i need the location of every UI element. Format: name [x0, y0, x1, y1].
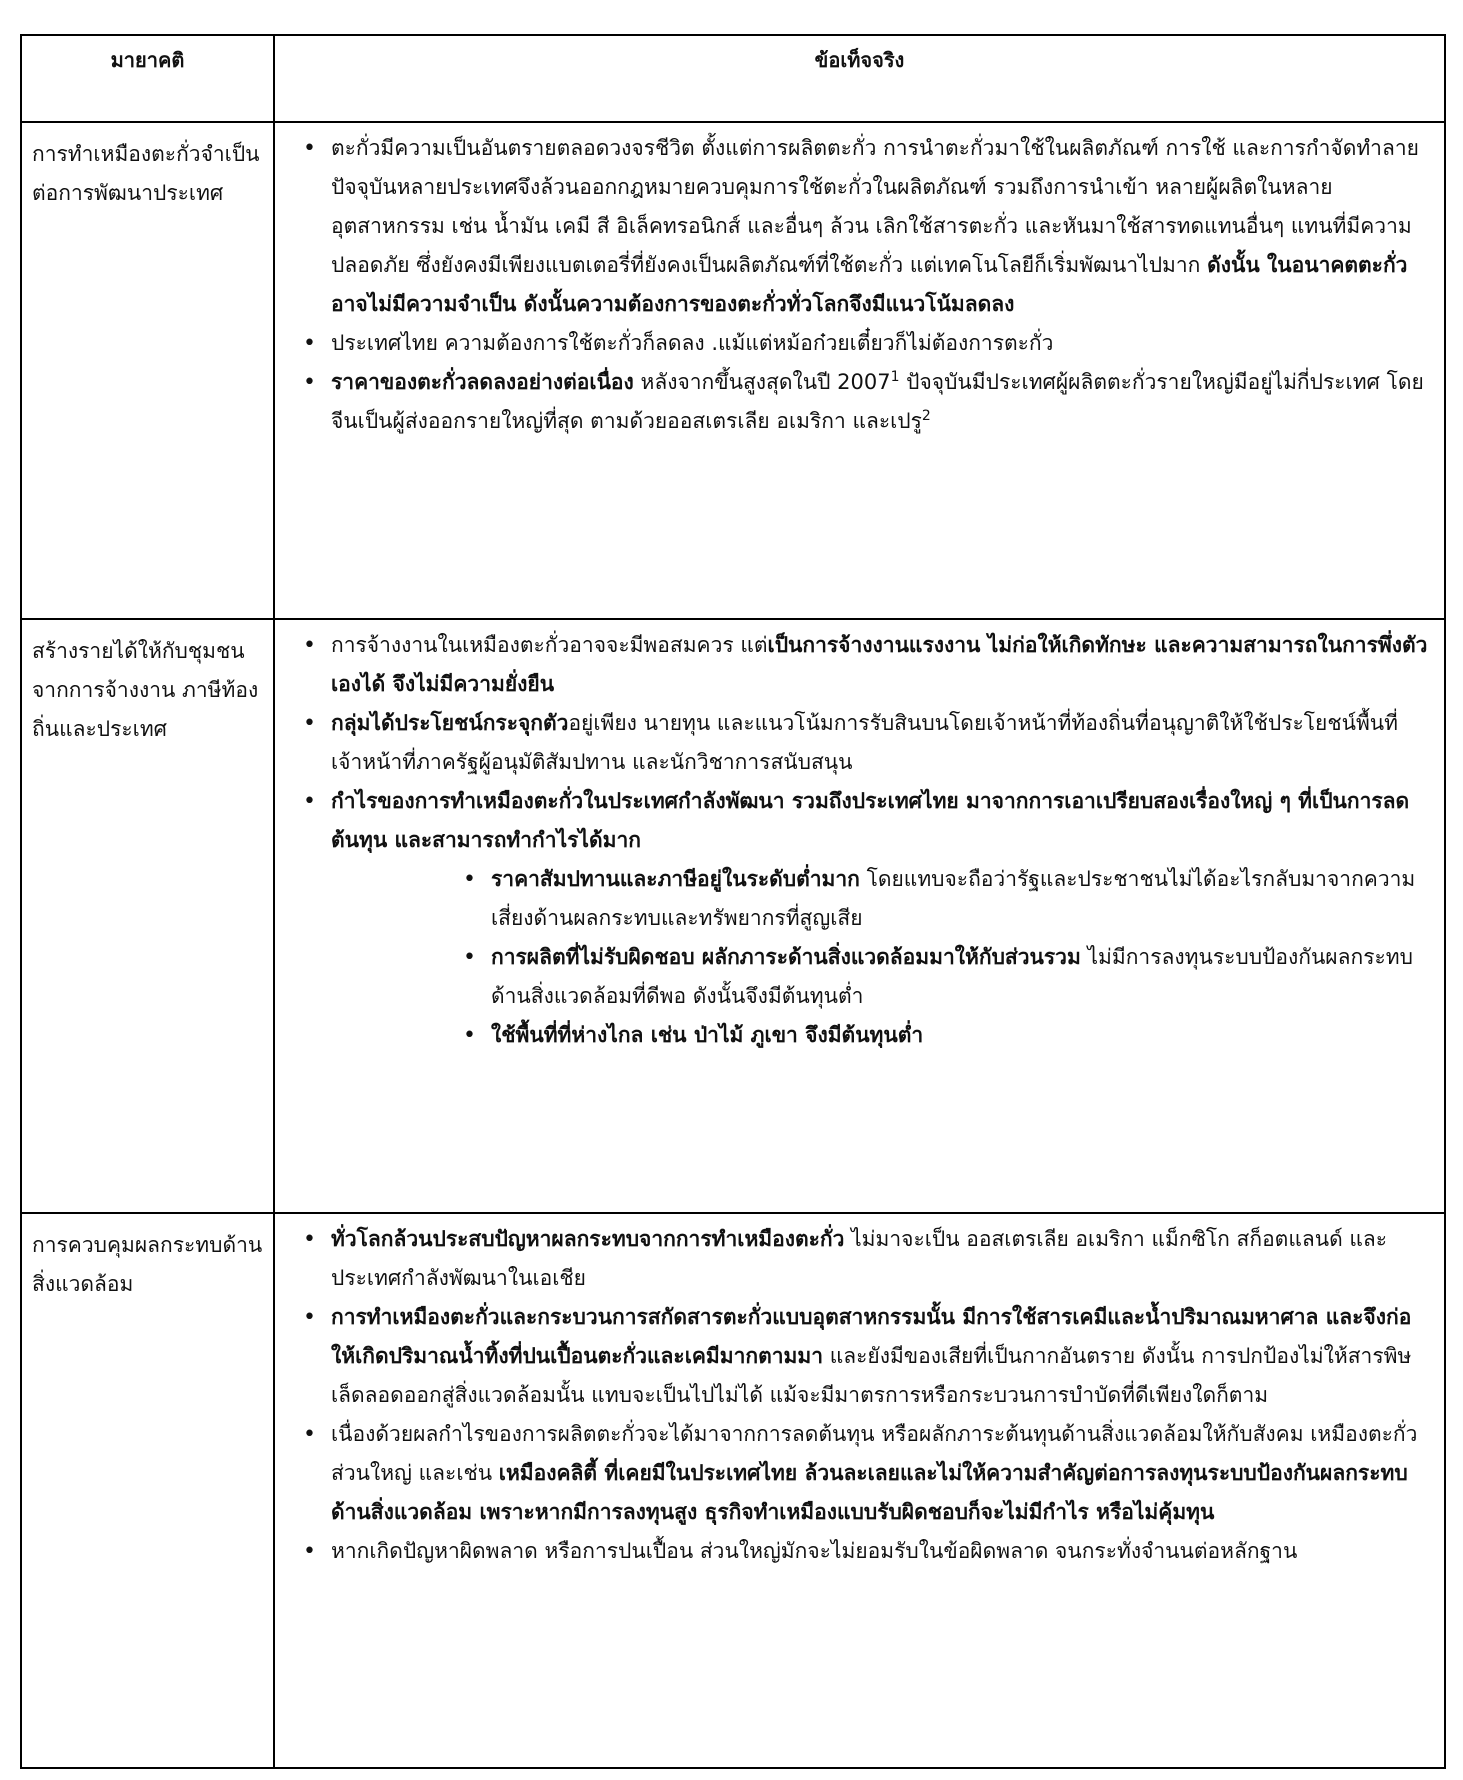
sub-bullet-list: [451, 860, 1430, 1055]
fact-text: กำไรของการทำเหมืองตะกั่วในประเทศกำลังพัฒนา รวมถึงประเทศไทย มาจากการเอาเปรียบสองเรื่องใหญ่ ๆ ที่เป็นการลดต้นทุน และสามารถทำกำไรได้มาก: [331, 789, 1410, 852]
fact-text: หากเกิดปัญหาผิดพลาด หรือการปนเปื้อน ส่วนใหญ่มักจะไม่ยอมรับในข้อผิดพลาด จนกระทั่งจำนนต่อหลักฐาน: [331, 1539, 1298, 1563]
table-row: [21, 122, 1445, 619]
list-item: [491, 1016, 1430, 1055]
fact-text: ราคาสัมปทานและภาษีอยู่ในระดับต่ำมาก: [491, 867, 860, 891]
list-item: [331, 626, 1430, 704]
fact-text: เหมืองคลิตี้ ที่เคยมีในประเทศไทย ล้วนละเลยและไม่ให้ความสำคัญต่อการลงทุนระบบป้องกันผลกระทบด้านสิ่งแวดล้อม เพราะหากมีการลงทุนสูง ธุรกิจทำเหมืองแบบรับผิดชอบก็จะไม่มีกำไร หรือไม่คุ้มทุน: [331, 1461, 1408, 1524]
fact-text: ใช้พื้นที่ที่ห่างไกล เช่น ป่าไม้ ภูเขา จึงมีต้นทุนต่ำ: [491, 1023, 924, 1047]
footnote-ref: 2: [921, 408, 931, 424]
list-item: [331, 363, 1430, 441]
header-myth: มายาคติ: [21, 35, 274, 122]
fact-text: ปัจจุบันมีประเทศผู้ผลิตตะกั่วรายใหญ่มีอยู่ไม่กี่ประเทศ โดยจีนเป็นผู้ส่งออกรายใหญ่ที่สุด ตามด้วยออสเตรเลีย อเมริกา และเปรู: [331, 370, 1424, 433]
list-item: [491, 860, 1430, 938]
header-fact: ข้อเท็จจริง: [274, 35, 1445, 122]
myth-cell: สร้างรายได้ให้กับชุมชนจากการจ้างงาน ภาษีท้องถิ่นและประเทศ: [21, 619, 274, 1213]
fact-text: กลุ่มได้ประโยชน์กระจุกตัว: [331, 711, 569, 735]
footnote-ref: 1: [890, 369, 900, 385]
bullet-list: [301, 626, 1430, 860]
fact-text: เป็นการจ้างงานแรงงาน ไม่ก่อให้เกิดทักษะ และความสามารถในการพึ่งตัวเองได้ จึงไม่มีความยั่งยืน: [331, 633, 1428, 696]
table-row: [21, 619, 1445, 1213]
list-item: [331, 1220, 1430, 1298]
facts-cell: [274, 619, 1445, 1213]
fact-text: ไม่มีการลงทุนระบบป้องกันผลกระทบด้านสิ่งแวดล้อมที่ดีพอ ดังนั้นจึงมีต้นทุนต่ำ: [491, 945, 1413, 1008]
fact-text: การจ้างงานในเหมืองตะกั่วอาจจะมีพอสมควร แต่: [331, 633, 768, 657]
fact-text: ดังนั้น ในอนาคตตะกั่วอาจไม่มีความจำเป็น ดังนั้นความต้องการของตะกั่วทั่วโลกจึงมีแนวโน้มลดลง: [331, 253, 1408, 316]
fact-text: ราคาของตะกั่วลดลงอย่างต่อเนื่อง: [331, 370, 634, 394]
facts-cell: [274, 1213, 1445, 1768]
list-item: [331, 1298, 1430, 1415]
list-item: [331, 782, 1430, 860]
bullet-list: [301, 1220, 1430, 1571]
list-item: [491, 938, 1430, 1016]
facts-cell: [274, 122, 1445, 619]
fact-text: การผลิตที่ไม่รับผิดชอบ ผลักภาระด้านสิ่งแวดล้อมมาให้กับส่วนรวม: [491, 945, 1081, 969]
fact-text: โดยแทบจะถือว่ารัฐและประชาชนไม่ได้อะไรกลับมาจากความเสี่ยงด้านผลกระทบและทรัพยากรที่สูญเสีย: [491, 867, 1416, 930]
table-row: [21, 1213, 1445, 1768]
fact-text: และยังมีของเสียที่เป็นกากอันตราย ดังนั้น การปกป้องไม่ให้สารพิษเล็ดลอดออกสู่สิ่งแวดล้อมนั้น แทบจะเป็นไปไม่ได้ แม้จะมีมาตรการหรือกระบวนการบำบัดที่ดีเพียงใดก็ตาม: [331, 1344, 1412, 1407]
list-item: [331, 704, 1430, 782]
fact-text: เนื่องด้วยผลกำไรของการผลิตตะกั่วจะได้มาจากการลดต้นทุน หรือผลักภาระต้นทุนด้านสิ่งแวดล้อมให้กับสังคม เหมืองตะกั่วส่วนใหญ่ และเช่น: [331, 1422, 1418, 1485]
myth-cell: การทำเหมืองตะกั่วจำเป็นต่อการพัฒนาประเทศ: [21, 122, 274, 619]
myth-cell: การควบคุมผลกระทบด้านสิ่งแวดล้อม: [21, 1213, 274, 1768]
fact-text: อยู่เพียง นายทุน และแนวโน้มการรับสินบนโดยเจ้าหน้าที่ท้องถิ่นที่อนุญาติให้ใช้ประโยชน์พื้นที่ เจ้าหน้าที่ภาครัฐผู้อนุมัติสัมปทาน และนักวิชาการสนับสนุน: [331, 711, 1398, 774]
fact-text: การทำเหมืองตะกั่วและกระบวนการสกัดสารตะกั่วแบบอุตสาหกรรมนั้น มีการใช้สารเคมีและน้ำปริมาณมหาศาล และจึงก่อให้เกิดปริมาณน้ำทิ้งที่ปนเปื้อนตะกั่วและเคมีมากตามมา: [331, 1305, 1412, 1368]
list-item: [331, 1415, 1430, 1532]
fact-text: ประเทศไทย ความต้องการใช้ตะกั่วก็ลดลง .แม้แต่หม้อก๋วยเตี๋ยวก็ไม่ต้องการตะกั่ว: [331, 331, 1054, 355]
list-item: [331, 1532, 1430, 1571]
myth-fact-table: [20, 34, 1446, 1769]
fact-text: หลังจากขึ้นสูงสุดในปี 2007: [633, 370, 891, 394]
fact-text: ไม่มาจะเป็น ออสเตรเลีย อเมริกา แม็กซิโก สก็อตแลนด์ และประเทศกำลังพัฒนาในเอเชีย: [331, 1227, 1388, 1290]
list-item: [331, 324, 1430, 363]
bullet-list: [301, 129, 1430, 441]
fact-text: ตะกั่วมีความเป็นอันตรายตลอดวงจรชีวิต ตั้งแต่การผลิตตะกั่ว การนำตะกั่วมาใช้ในผลิตภัณฑ์ การใช้ และการกำจัดทำลาย ปัจจุบันหลายประเทศจึงล้วนออกกฎหมายควบคุมการใช้ตะกั่วในผลิตภัณฑ์ รวมถึงการนำเข้า หลายผู้ผลิตในหลายอุตสาหกรรม เช่น น้ำมัน เคมี สี อิเล็คทรอนิกส์ และอื่นๆ ล้วน เลิกใช้สารตะกั่ว และหันมาใช้สารทดแทนอื่นๆ แทนที่มีความปลอดภัย ซึ่งยังคงมีเพียงแบตเตอรี่ที่ยังคงเป็นผลิตภัณฑ์ที่ใช้ตะกั่ว แต่เทคโนโลยีก็เริ่มพัฒนาไปมาก: [331, 136, 1419, 277]
fact-text: ทั่วโลกล้วนประสบปัญหาผลกระทบจากการทำเหมืองตะกั่ว: [331, 1227, 845, 1251]
list-item: [331, 129, 1430, 324]
header-row: [21, 35, 1445, 122]
